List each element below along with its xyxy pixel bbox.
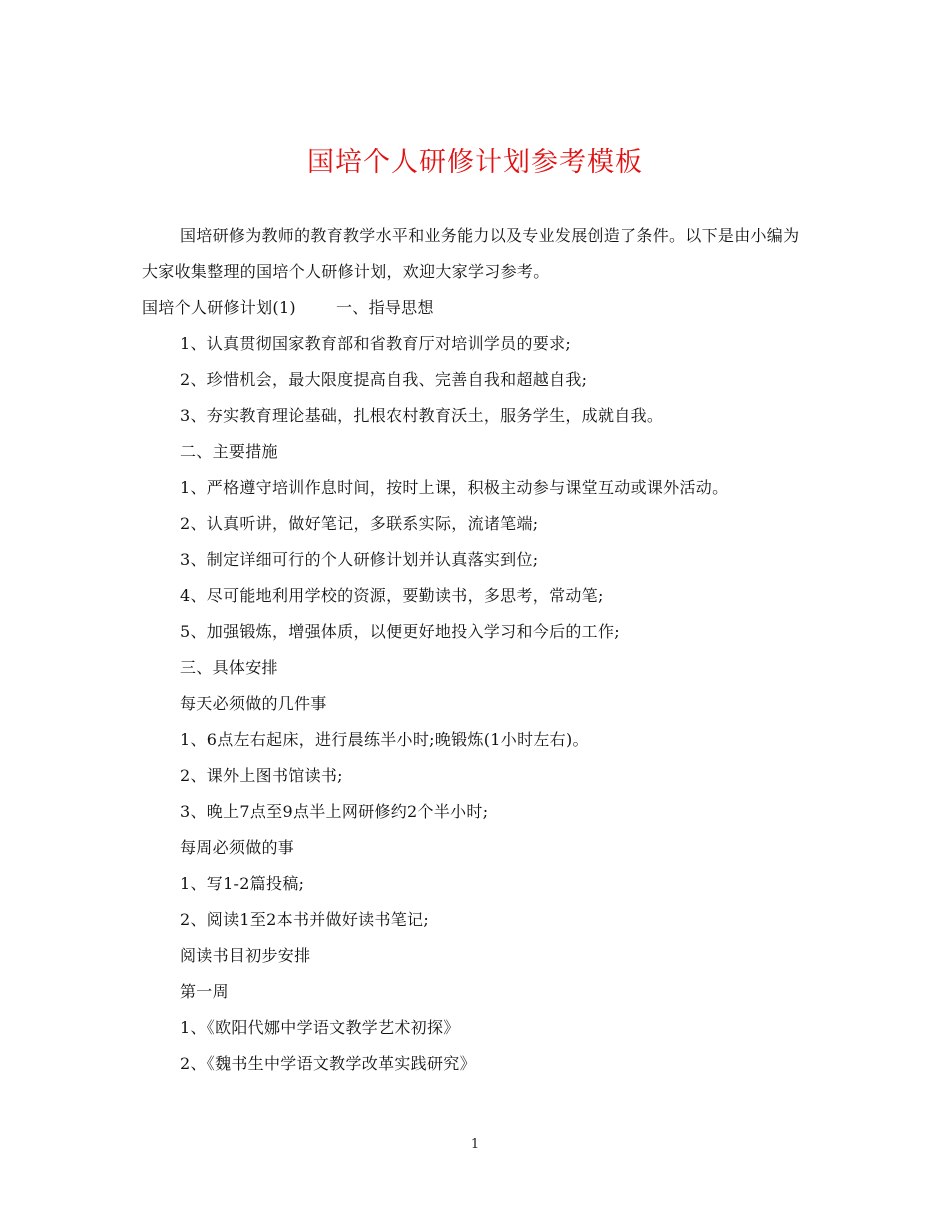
body-line: 3、夯实教育理论基础，扎根农村教育沃土，服务学生，成就自我。 (180, 406, 664, 425)
body-line: 3、制定详细可行的个人研修计划并认真落实到位; (180, 550, 539, 569)
body-line: 2、课外上图书馆读书; (180, 766, 343, 785)
body-line: 5、加强锻炼，增强体质，以便更好地投入学习和今后的工作; (180, 622, 620, 641)
section-heading-guiding-thought: 一、指导思想 (335, 298, 434, 317)
document-title: 国培个人研修计划参考模板 (307, 147, 643, 178)
page-number: 1 (470, 1137, 480, 1152)
body-line: 1、写1-2篇投稿; (180, 874, 305, 893)
body-line: 1、严格遵守培训作息时间，按时上课，积极主动参与课堂互动或课外活动。 (180, 478, 729, 497)
body-line: 2、珍惜机会，最大限度提高自我、完善自我和超越自我; (180, 370, 588, 389)
body-line: 3、晚上7点至9点半上网研修约2个半小时; (180, 802, 489, 821)
book-item: 1、《欧阳代娜中学语文教学艺术初探》 (180, 1018, 460, 1037)
section-heading-specific-arrangement: 三、具体安排 (180, 658, 278, 677)
intro-paragraph: 国培研修为教师的教育教学水平和业务能力以及专业发展创造了条件。以下是由小编为大家收集整理的国培个人研修计划，欢迎大家学习参考。 (142, 226, 800, 281)
body-line: 1、认真贯彻国家教育部和省教育厅对培训学员的要求; (180, 334, 572, 353)
subheading-week-one: 第一周 (180, 982, 229, 1001)
body-line: 1、6点左右起床，进行晨练半小时;晚锻炼(1小时左右)。 (180, 730, 589, 749)
book-item: 2、《魏书生中学语文教学改革实践研究》 (180, 1054, 476, 1073)
section-heading-main-measures: 二、主要措施 (180, 442, 278, 461)
subheading-weekly-tasks: 每周必须做的事 (180, 838, 295, 857)
body-line: 2、阅读1至2本书并做好读书笔记; (180, 910, 430, 929)
subheading-reading-list: 阅读书目初步安排 (180, 946, 311, 965)
plan-heading: 国培个人研修计划(1) (142, 298, 296, 317)
subheading-daily-tasks: 每天必须做的几件事 (180, 694, 327, 713)
body-line: 2、认真听讲，做好笔记，多联系实际，流诸笔端; (180, 514, 539, 533)
plan-heading-line (142, 290, 812, 326)
body-line: 4、尽可能地利用学校的资源，要勤读书，多思考，常动笔; (180, 586, 604, 605)
document-body (142, 218, 812, 1082)
